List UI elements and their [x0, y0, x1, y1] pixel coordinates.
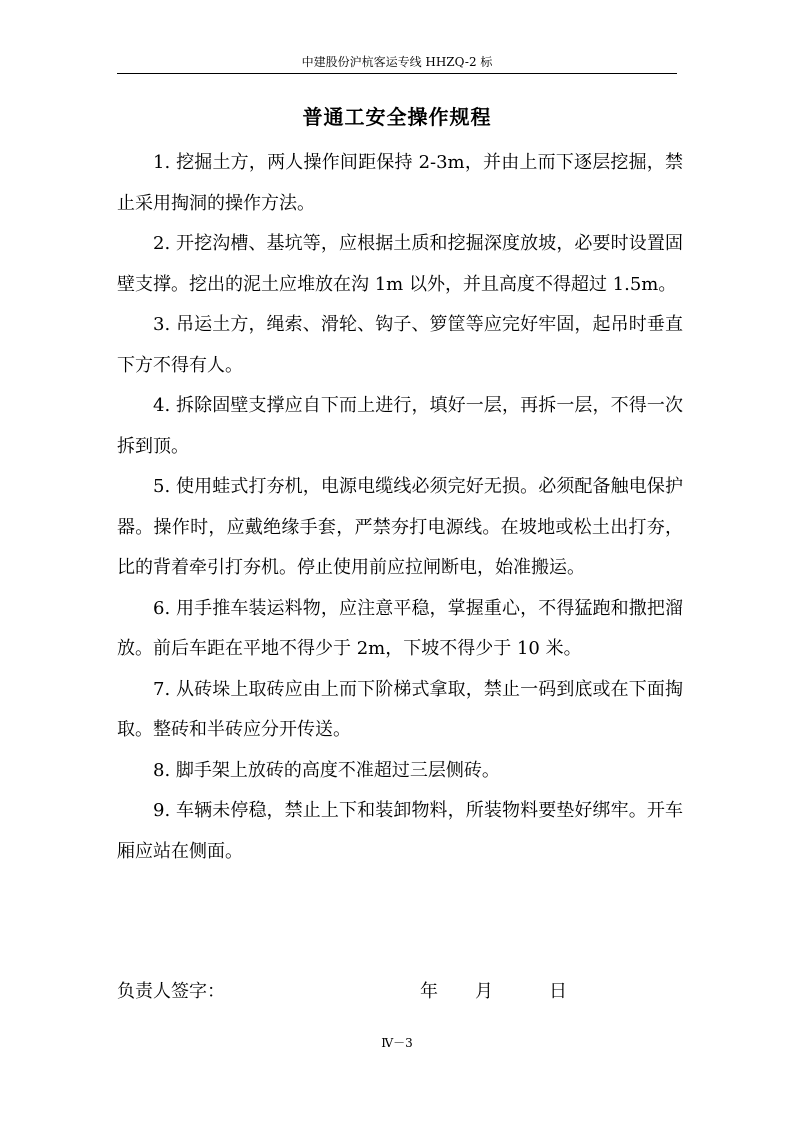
paragraph-2: 2. 开挖沟槽、基坑等，应根据土质和挖掘深度放坡，必要时设置固壁支撑。挖出的泥土应堆放在沟 1m 以外，并且高度不得超过 1.5m。: [117, 233, 683, 295]
paragraph-9: 9. 车辆未停稳，禁止上下和装卸物料，所装物料要垫好绑牢。开车厢应站在侧面。: [117, 800, 683, 862]
page-number: Ⅳ－3: [381, 1036, 413, 1050]
signature-label: 负责人签字：: [117, 981, 225, 1002]
paragraph-4: 4. 拆除固壁支撑应自下而上进行，填好一层，再拆一层，不得一次拆到顶。: [117, 395, 683, 457]
signature-month-label: 月: [475, 981, 493, 1002]
running-header: 中建股份沪杭客运专线 HHZQ-2 标: [301, 55, 493, 69]
paragraph-8: 8. 脚手架上放砖的高度不准超过三层侧砖。: [153, 759, 500, 781]
header-divider: [117, 73, 677, 74]
paragraph-7: 7. 从砖垛上取砖应由上而下阶梯式拿取，禁止一码到底或在下面掏取。整砖和半砖应分开传送。: [117, 678, 683, 740]
document-body: [117, 143, 683, 872]
signature-day-label: 日: [549, 981, 567, 1002]
paragraph-3: 3. 吊运土方，绳索、滑轮、钩子、箩筐等应完好牢固，起吊时垂直下方不得有人。: [117, 314, 683, 376]
signature-row: [117, 978, 677, 1006]
paragraph-6: 6. 用手推车装运料物，应注意平稳，掌握重心，不得猛跑和撒把溜放。前后车距在平地不得少于 2m，下坡不得少于 10 米。: [117, 597, 683, 659]
paragraph-1: 1. 挖掘土方，两人操作间距保持 2-3m，并由上而下逐层挖掘，禁止采用掏洞的操作方法。: [117, 152, 683, 214]
paragraph-5: 5. 使用蛙式打夯机，电源电缆线必须完好无损。必须配备触电保护器。操作时，应戴绝缘手套，严禁夯打电源线。在坡地或松土出打夯，比的背着牵引打夯机。停止使用前应拉闸断电，始准搬运。: [117, 476, 683, 578]
document-title: 普通工安全操作规程: [302, 105, 492, 129]
signature-year-label: 年: [420, 981, 438, 1002]
